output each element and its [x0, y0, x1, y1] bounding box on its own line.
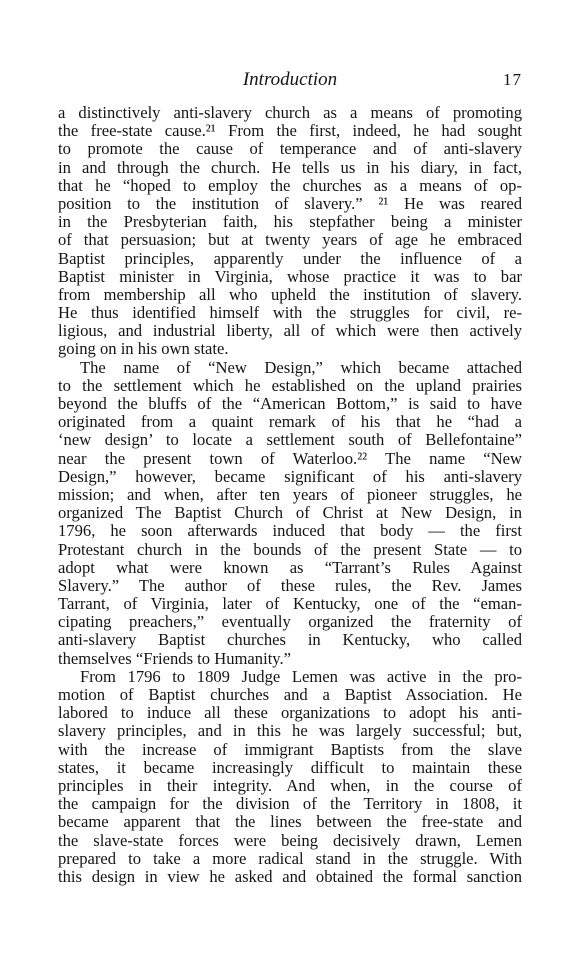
text-line: He thus identified himself with the struggles for civil, re-	[58, 303, 522, 323]
text-line: Design,” however, became significant of his anti-slavery	[58, 466, 522, 486]
text-line: ligious, and industrial liberty, all of which were then actively	[58, 321, 522, 341]
text-line: slavery principles, and in this he was largely successful; but,	[58, 721, 522, 741]
text-line: ‘new design’ to locate a settlement south of Bellefontaine”	[58, 430, 522, 450]
text-line: with the increase of immigrant Baptists from the slave	[58, 739, 522, 759]
text-line: near the present town of Waterloo.²² The name “New	[58, 448, 522, 468]
text-line: in and through the church. He tells us in his diary, in fact,	[58, 157, 522, 177]
text-line: Baptist minister in Virginia, whose practice it was to bar	[58, 266, 522, 286]
text-line: cipating preachers,” eventually organized the fraternity of	[58, 612, 522, 632]
text-line: motion of Baptist churches and a Baptist Association. He	[58, 685, 522, 704]
text-line: adopt what were known as “Tarrant’s Rules Against	[58, 557, 522, 577]
text-line: labored to induce all these organizations to adopt his anti-	[58, 703, 522, 723]
text-line: to the settlement which he established on the upland prairies	[58, 375, 522, 395]
text-line: principles in their integrity. And when, in the course of	[58, 775, 522, 795]
text-line: this design in view he asked and obtained the formal sanction	[58, 866, 522, 886]
text-line: the campaign for the division of the Territory in 1808, it	[58, 794, 522, 814]
text-line: to promote the cause of temperance and of anti-slavery	[58, 139, 522, 159]
text-line: Slavery.” The author of these rules, the Rev. James	[58, 575, 522, 595]
text-line: From 1796 to 1809 Judge Lemen was active in the pro-	[80, 666, 522, 686]
running-title: Introduction	[242, 69, 338, 90]
text-line: 1796, he soon afterwards induced that body — the first	[58, 521, 522, 541]
page-header	[58, 67, 522, 93]
text-line: prepared to take a more radical stand in the struggle. With	[58, 848, 522, 868]
text-line: themselves “Friends to Humanity.”	[58, 648, 292, 668]
text-line: mission; and when, after ten years of pioneer struggles, he	[58, 484, 522, 504]
text-line: position to the institution of slavery.” ²¹ He was reared	[58, 193, 522, 213]
text-line: in the Presbyterian faith, his stepfather being a minister	[58, 212, 522, 232]
text-line: organized The Baptist Church of Christ at New Design, in	[58, 503, 522, 523]
text-line: of that persuasion; but at twenty years of age he embraced	[58, 230, 522, 250]
text-line: that he “hoped to employ the churches as a means of op-	[58, 175, 522, 195]
text-line: going on in his own state.	[58, 339, 229, 359]
body-text	[58, 104, 522, 886]
text-line: a distinctively anti-slavery church as a means of promoting	[58, 103, 522, 122]
text-line: the slave-state forces were being decisively drawn, Lemen	[58, 830, 522, 850]
page-number: 17	[503, 70, 522, 89]
text-line: from membership all who upheld the institution of slavery.	[58, 284, 522, 304]
text-line: Protestant church in the bounds of the present State — to	[58, 539, 522, 559]
text-line: anti-slavery Baptist churches in Kentucky, who called	[58, 630, 522, 650]
text-line: beyond the bluffs of the “American Bottom,” is said to have	[58, 394, 522, 413]
text-line: the free-state cause.²¹ From the first, indeed, he had sought	[58, 121, 522, 141]
text-line: states, it became increasingly difficult to maintain these	[58, 757, 522, 777]
text-line: The name of “New Design,” which became attached	[80, 357, 522, 377]
text-line: Baptist principles, apparently under the influence of a	[58, 248, 522, 268]
text-line: Tarrant, of Virginia, later of Kentucky, one of the “eman-	[58, 594, 522, 614]
text-line: became apparent that the lines between the free-state and	[58, 812, 522, 832]
text-line: originated from a quaint remark of his that he “had a	[58, 412, 522, 432]
